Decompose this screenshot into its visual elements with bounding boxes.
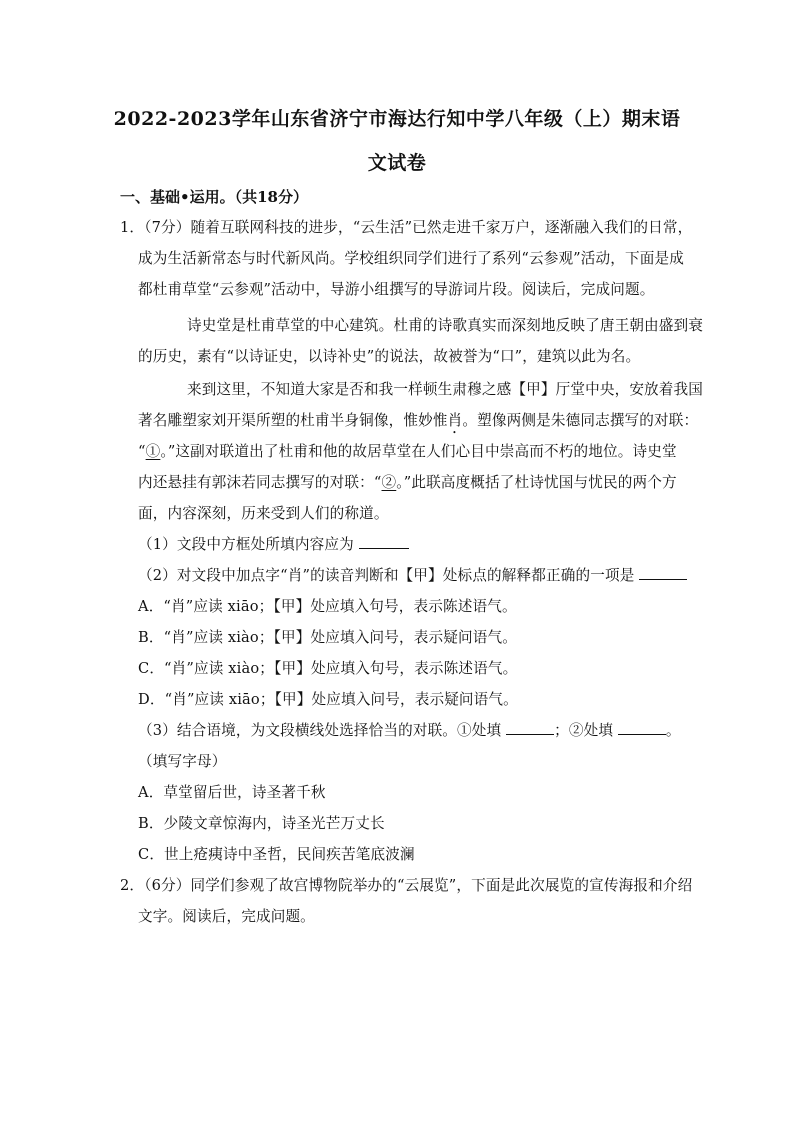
subquestion-text: （3）结合语境，为文段横线处选择恰当的对联。①处填 (138, 722, 502, 739)
subquestion-1 (138, 533, 409, 554)
passage-text: 。塑像两侧是朱德同志撰写的对联： (462, 412, 699, 429)
passage-text: 。”这副对联道出了杜甫和他的故居草堂在人们心目中崇高而不朽的地位。诗史堂 (160, 443, 677, 460)
q2-stem-line-1: 2．（6分）同学们参观了故宫博物院举办的“云展览”，下面是此次展览的宣传海报和介绍 (120, 877, 693, 894)
passage-p2-line-4 (138, 471, 677, 492)
exam-title-line-1: 2022-2023学年山东省济宁市海达行知中学八年级（上）期末语 (113, 108, 681, 130)
passage-text: “ (138, 443, 146, 460)
option-a: A．“肖”应读 xiāo；【甲】处应填入句号，表示陈述语气。 (138, 598, 517, 615)
subquestion-2 (138, 564, 687, 585)
passage-p2-line-5: 面，内容深刻，历来受到人们的称道。 (138, 505, 389, 522)
passage-p1-line-2: 的历史，素有“以诗证史，以诗补史”的说法，故被誉为“口”，建筑以此为名。 (138, 348, 641, 365)
couplet-option-c: C．世上疮痍诗中圣哲，民间疾苦笔底波澜 (138, 846, 415, 863)
section-heading: 一、基础•运用。（共18分） (120, 188, 308, 206)
passage-text: 著名雕塑家刘开渠所塑的杜甫半身铜像，惟妙惟 (138, 412, 448, 429)
subquestion-text: （2）对文段中加点字“肖”的读音判断和【甲】处标点的解释都正确的一项是 (138, 567, 635, 584)
exam-title-line-2: 文试卷 (367, 152, 427, 174)
option-d: D．“肖”应读 xiāo；【甲】处应填入问号，表示疑问语气。 (138, 691, 518, 708)
passage-text: 内还悬挂有郭沫若同志撰写的对联：“ (138, 474, 382, 491)
couplet-option-a: A．草堂留后世，诗圣著千秋 (138, 784, 326, 801)
answer-blank[interactable] (359, 534, 409, 549)
passage-text: 。”此联高度概括了杜诗忧国与忧民的两个方 (396, 474, 677, 491)
passage-p1-line-1: 诗史堂是杜甫草堂的中心建筑。杜甫的诗歌真实而深刻地反映了唐王朝由盛到衰 (187, 317, 704, 334)
q1-stem-line-2: 成为生活新常态与时代新风尚。学校组织同学们进行了系列“云参观”活动，下面是成 (138, 250, 684, 267)
answer-blank-1[interactable] (506, 720, 554, 735)
underlined-marker-1: ① (145, 443, 161, 460)
answer-blank-2[interactable] (618, 720, 666, 735)
passage-p2-line-3 (138, 440, 677, 461)
underlined-marker-2: ② (381, 474, 397, 491)
dotted-character: 肖 (447, 412, 463, 429)
subquestion-3 (138, 719, 681, 740)
subquestion-text: （1）文段中方框处所填内容应为 (138, 536, 354, 553)
subquestion-text: ；②处填 (554, 722, 614, 739)
q1-stem-line-1: 1．（7分）随着互联网科技的进步，“云生活”已然走进千家万户，逐渐融入我们的日常， (120, 219, 693, 236)
q2-stem-line-2: 文字。阅读后，完成问题。 (138, 908, 315, 925)
option-c: C．“肖”应读 xiào；【甲】处应填入句号，表示陈述语气。 (138, 660, 518, 677)
couplet-option-b: B．少陵文章惊海内，诗圣光芒万丈长 (138, 815, 385, 832)
answer-blank[interactable] (639, 565, 687, 580)
subquestion-text: 。 (665, 722, 681, 739)
passage-p2-line-2 (138, 409, 698, 437)
q1-stem-line-3: 都杜甫草堂“云参观”活动中，导游小组撰写的导游词片段。阅读后，完成问题。 (138, 281, 655, 298)
passage-p2-line-1: 来到这里，不知道大家是否和我一样顿生肃穆之感【甲】厅堂中央，安放着我国 (187, 381, 704, 398)
subquestion-3-note: （填写字母） (138, 753, 227, 770)
option-b: B．“肖”应读 xiào；【甲】处应填入问号，表示疑问语气。 (138, 629, 517, 646)
